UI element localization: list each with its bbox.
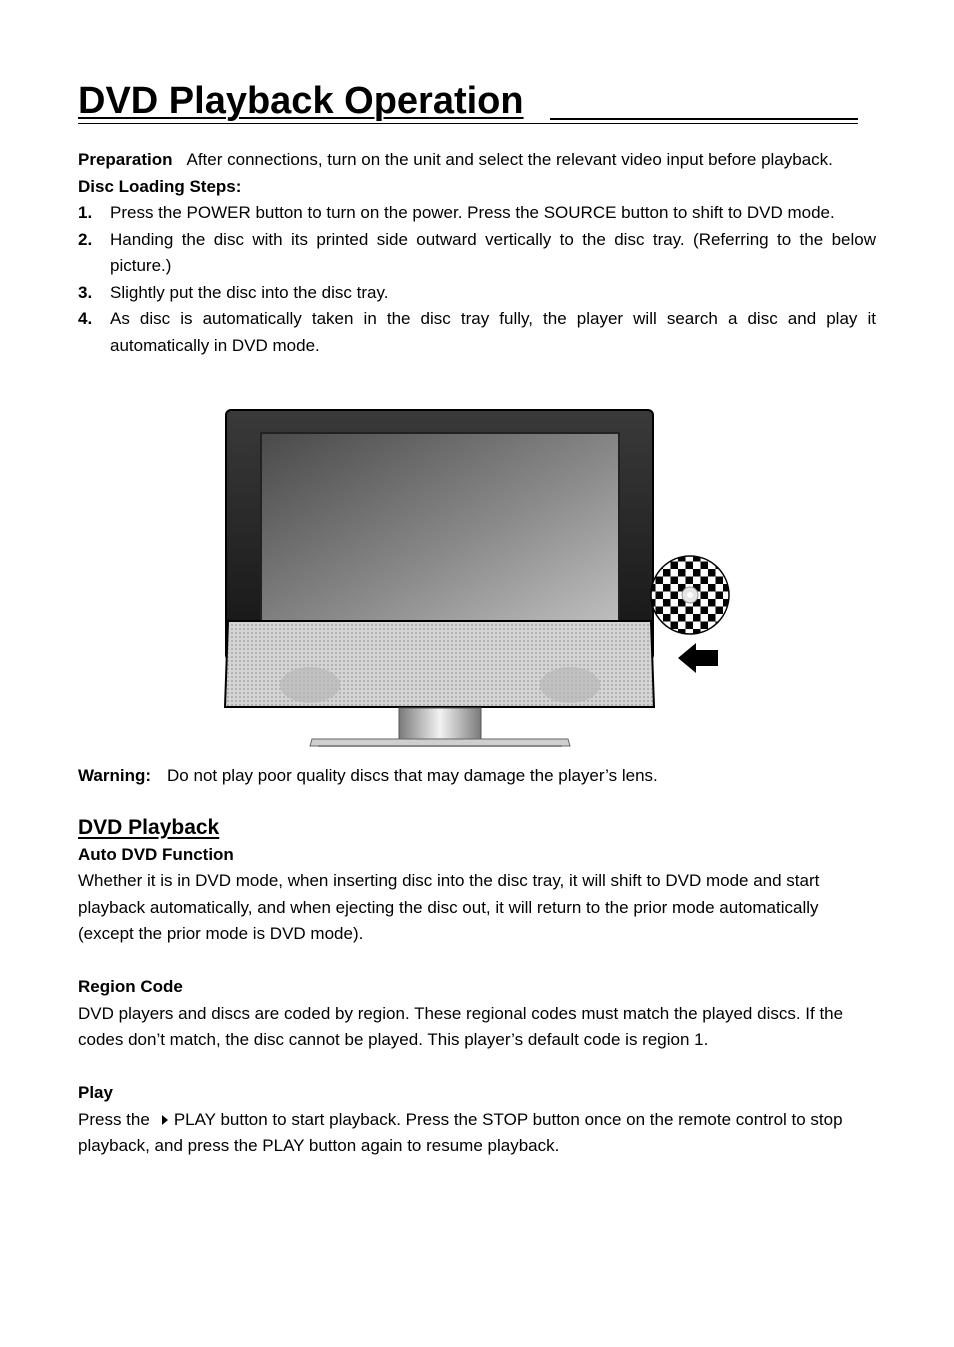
title-rule-thick [550, 118, 858, 120]
step-text: Slightly put the disc into the disc tray. [110, 282, 389, 302]
step-text: Press the POWER button to turn on the power. Press the SOURCE button to shift to DVD mode. [110, 203, 835, 222]
disc-loading-steps [78, 200, 876, 359]
warning-paragraph [78, 763, 876, 790]
step-number: 4. [78, 309, 93, 328]
region-code-text: DVD players and discs are coded by region. These regional codes must match the played discs. If the codes don’t match, the disc cannot be played. This player’s default code is region 1. [78, 1003, 844, 1049]
preparation-label: Preparation [78, 150, 173, 169]
auto-dvd-text: Whether it is in DVD mode, when inserting disc into the disc tray, it will shift to DVD mode and start playback automatically, and when ejecting the disc out, it will return to the prior mode automatically (except the prior mode is DVD mode). [78, 871, 820, 943]
title-block [78, 78, 858, 128]
play-paragraph [78, 1107, 876, 1160]
tv-illustration [78, 359, 876, 759]
step-text: As disc is automatically taken in the disc tray fully, the player will search a disc and play it automatically in DVD mode. [110, 309, 876, 355]
step-number: 3. [78, 282, 93, 302]
step-number: 1. [78, 203, 93, 222]
dvd-playback-heading: DVD Playback [78, 815, 220, 839]
disc-loading-figure [78, 359, 876, 759]
step-item [78, 306, 876, 359]
preparation-text: After connections, turn on the unit and select the relevant video input before playback. [186, 150, 833, 169]
step-item [78, 200, 876, 227]
play-icon [162, 1115, 168, 1125]
insert-arrow-icon [678, 643, 718, 673]
step-text: Handing the disc with its printed side outward vertically to the disc tray. (Referring to the below picture.) [110, 229, 876, 275]
step-item [78, 227, 876, 280]
auto-dvd-heading: Auto DVD Function [78, 844, 234, 864]
play-heading: Play [78, 1083, 113, 1102]
region-code-heading: Region Code [78, 977, 183, 996]
disc-icon [651, 556, 729, 634]
warning-text: Do not play poor quality discs that may damage the player’s lens. [167, 766, 658, 785]
step-item [78, 280, 876, 307]
document-page [78, 78, 876, 1160]
step-number: 2. [78, 229, 93, 249]
play-text-before: Press the [78, 1109, 150, 1129]
preparation-paragraph [78, 147, 876, 174]
page-title: DVD Playback Operation [78, 80, 524, 122]
play-text-after: PLAY button to start playback. Press the STOP button once on the remote control to stop playback, and press the PLAY button again to resume playback. [78, 1109, 843, 1155]
warning-label: Warning: [78, 766, 152, 785]
title-rule-thin [78, 123, 858, 124]
disc-loading-heading: Disc Loading Steps: [78, 176, 242, 196]
